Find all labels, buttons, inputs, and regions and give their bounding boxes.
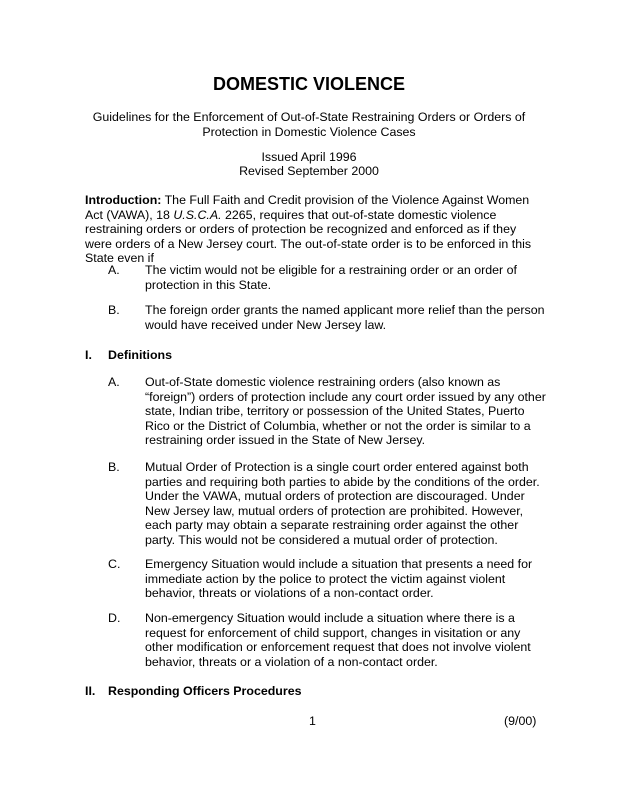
- section-title: Responding Officers Procedures: [108, 684, 302, 698]
- intro-item-letter: B.: [108, 303, 120, 317]
- definition-item-text: Emergency Situation would include a situation that presents a need for immediate action by the police to protect the victim against violent behavior, threats or violations of a non-contact order.: [145, 557, 533, 601]
- revised-date: Revised September 2000: [239, 164, 379, 178]
- introduction-text-part1: The Full Faith and Credit provision of the Violence Against Women Act (VAWA), 18: [85, 193, 530, 222]
- document-subtitle: Guidelines for the Enforcement of Out-of-State Restraining Orders or Orders of Protection in Domestic Violence Cases: [92, 110, 526, 139]
- definition-item-letter: C.: [108, 557, 121, 571]
- intro-item-text: The foreign order grants the named applicant more relief than the person would have received under New Jersey law.: [145, 303, 545, 332]
- section-number: II.: [85, 684, 96, 698]
- introduction-text-part2: 2265, requires that out-of-state domestic violence restraining orders or orders of protection be recognized and enforced as if they were orders of a New Jersey court. The out-of-state order is to be enforced in this State even if: [85, 207, 532, 266]
- document-title: DOMESTIC VIOLENCE: [212, 74, 405, 94]
- definition-item-text: Out-of-State domestic violence restraining orders (also known as “foreign”) orders of protection include any court order issued by any other state, Indian tribe, territory or possession of the United States, Puerto Rico or the District of Columbia, whether or not the order is similar to a restraining order issued in the State of New Jersey.: [145, 375, 546, 448]
- definition-item-letter: D.: [108, 611, 121, 625]
- page-number: 1: [309, 714, 316, 728]
- issued-date: Issued April 1996: [261, 150, 357, 164]
- introduction-citation: U.S.C.A.: [173, 207, 222, 222]
- revision-date-footer: (9/00): [504, 714, 537, 728]
- section-title: Definitions: [108, 348, 173, 362]
- section-number: I.: [85, 348, 92, 362]
- definition-item-text: Mutual Order of Protection is a single court order entered against both parties and requiring both parties to abide by the conditions of the order. Under the VAWA, mutual orders of protection are discouraged. Under New Jersey law, mutual orders of protection are prohibited. However, each party may obtain a separate restraining order against the other party. This would not be considered a mutual order of protection.: [145, 460, 540, 547]
- definition-item-letter: B.: [108, 460, 120, 474]
- intro-item-text: The victim would not be eligible for a restraining order or an order of protection in this State.: [145, 263, 517, 292]
- intro-item-letter: A.: [108, 263, 120, 277]
- introduction-label: Introduction:: [85, 193, 162, 207]
- definition-item-letter: A.: [108, 375, 120, 389]
- introduction-paragraph: [85, 193, 537, 266]
- definition-item-text: Non-emergency Situation would include a situation where there is a request for enforcement of child support, changes in visitation or any other modification or enforcement request that does not involve violent behavior, threats or a violation of a non-contact order.: [145, 611, 531, 669]
